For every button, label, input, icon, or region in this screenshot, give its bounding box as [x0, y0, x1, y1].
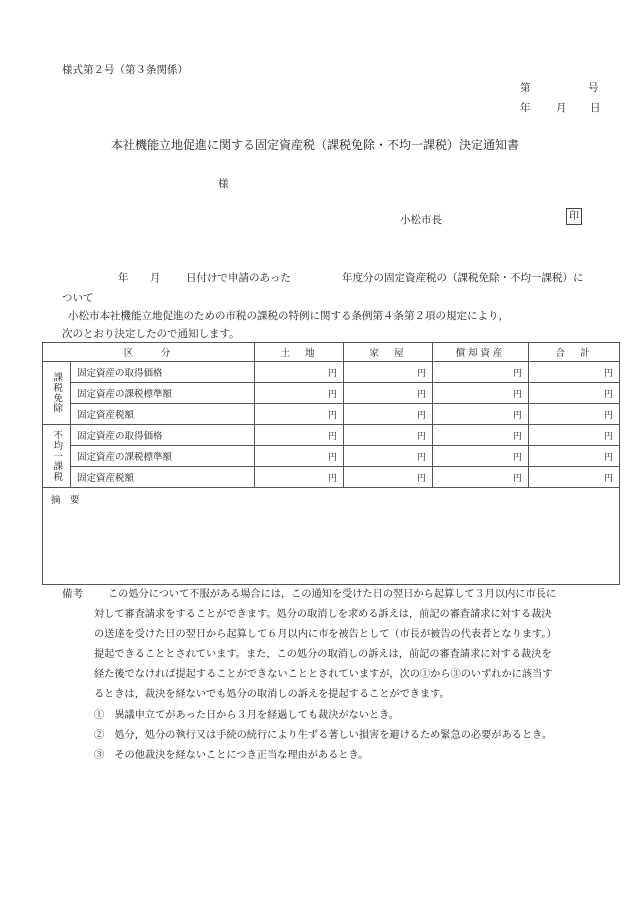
row-label: 固定資産税額	[71, 467, 255, 488]
note-line: 提起できることとされています。また，この処分の取消しの訴えは，前記の審査請求に対する裁決を	[94, 649, 552, 660]
p1-applied: 日付けで申請のあった	[186, 272, 291, 284]
yen-cell: 円	[255, 467, 344, 488]
form-number: 様式第２号（第３条関係）	[62, 64, 188, 76]
p1-year: 年	[118, 272, 129, 284]
date-year: 年	[520, 102, 531, 114]
body-paragraph-2-cont: 次のとおり決定したので通知します。	[62, 328, 240, 340]
table-row	[43, 404, 620, 425]
row-label: 固定資産の取得価格	[71, 362, 255, 383]
yen-cell: 円	[433, 362, 529, 383]
number-suffix: 号	[588, 82, 599, 94]
note-line: 経た後でなければ提起することができないこととされていますが，次の①から③のいずれかに該当す	[94, 669, 553, 680]
remarks-label: 摘 要	[43, 488, 620, 585]
note-line: るときは，裁決を経ないでも処分の取消しの訴えを提起することができます。	[94, 689, 450, 700]
yen-cell: 円	[255, 383, 344, 404]
yen-cell: 円	[433, 446, 529, 467]
row-label: 固定資産の課税標準額	[71, 446, 255, 467]
note-item: ② 処分，処分の執行又は手続の続行により生ずる著しい損害を避けるため緊急の必要があるとき。	[94, 730, 553, 741]
yen-cell: 円	[433, 404, 529, 425]
yen-cell: 円	[529, 467, 620, 488]
note-item: ① 異議申立てがあった日から３月を経過しても裁決がないとき。	[94, 710, 400, 721]
yen-cell: 円	[529, 446, 620, 467]
note-line: の送達を受けた日の翌日から起算して６月以内に市を被告として（市長が被告の代表者となります。）	[94, 629, 557, 640]
table-row	[43, 362, 620, 383]
p1-fiscal: 年度分の固定資産税の（課税免除・不均一課税）に	[342, 272, 584, 284]
date-day: 日	[590, 102, 601, 114]
header-depreciable-assets: 償却資産	[433, 343, 529, 362]
number-prefix: 第	[520, 82, 531, 94]
document-title: 本社機能立地促進に関する固定資産税（課税免除・不均一課税）決定通知書	[110, 138, 519, 152]
note-item: ③ その他裁決を経ないことにつき正当な理由があるとき。	[94, 750, 369, 761]
yen-cell: 円	[529, 404, 620, 425]
body-paragraph-1-cont: ついて	[62, 292, 94, 304]
yen-cell: 円	[255, 446, 344, 467]
yen-cell: 円	[529, 362, 620, 383]
seal-mark: 印	[566, 208, 582, 225]
yen-cell: 円	[529, 383, 620, 404]
yen-cell: 円	[255, 425, 344, 446]
date-month: 月	[556, 102, 567, 114]
yen-cell: 円	[344, 467, 433, 488]
remarks-row	[43, 488, 620, 585]
yen-cell: 円	[344, 425, 433, 446]
row-label: 固定資産の取得価格	[71, 425, 255, 446]
yen-cell: 円	[344, 383, 433, 404]
body-paragraph-2: 小松市本社機能立地促進のための市税の課税の特例に関する条例第４条第２項の規定により，	[68, 310, 509, 322]
addressee-suffix: 様	[218, 178, 229, 190]
row-label: 固定資産の課税標準額	[71, 383, 255, 404]
yen-cell: 円	[433, 383, 529, 404]
notes-heading: 備考	[62, 588, 83, 600]
tax-decision-table	[42, 342, 620, 585]
yen-cell: 円	[255, 404, 344, 425]
table-row	[43, 425, 620, 446]
table-header-row	[43, 343, 620, 362]
header-category: 区 分	[43, 343, 255, 362]
group-label-uneven-taxation: 不均一課税	[43, 425, 71, 488]
note-line: この処分について不服がある場合には，この通知を受けた日の翌日から起算して３月以内に市長に	[108, 589, 557, 600]
header-building: 家 屋	[344, 343, 433, 362]
issuer-name: 小松市長	[400, 214, 442, 226]
header-total: 合 計	[529, 343, 620, 362]
yen-cell: 円	[433, 467, 529, 488]
yen-cell: 円	[433, 425, 529, 446]
group-label-exemption: 課税免除	[43, 362, 71, 425]
table-row	[43, 446, 620, 467]
yen-cell: 円	[344, 446, 433, 467]
header-land: 土 地	[255, 343, 344, 362]
table-row	[43, 467, 620, 488]
yen-cell: 円	[344, 404, 433, 425]
table-row	[43, 383, 620, 404]
yen-cell: 円	[255, 362, 344, 383]
yen-cell: 円	[344, 362, 433, 383]
row-label: 固定資産税額	[71, 404, 255, 425]
yen-cell: 円	[529, 425, 620, 446]
p1-month: 月	[150, 272, 161, 284]
note-line: 対して審査請求をすることができます。処分の取消しを求める訴えは，前記の審査請求に対する裁決	[94, 609, 552, 620]
